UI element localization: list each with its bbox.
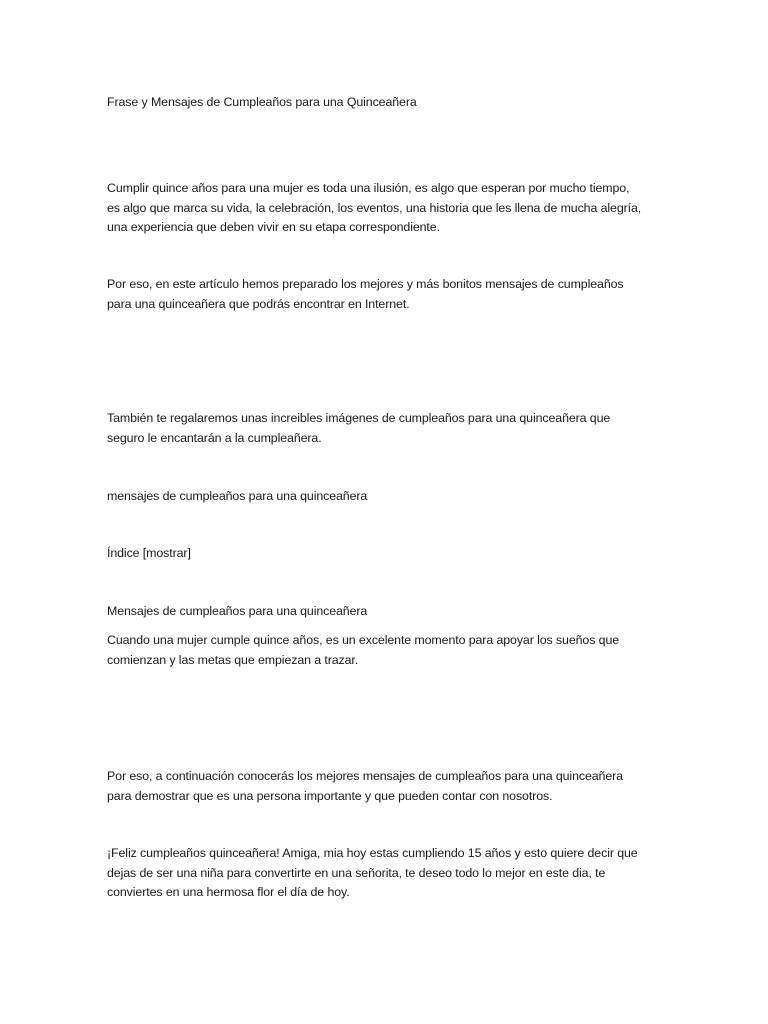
paragraph-line: dejas de ser una niña para convertirte en una señorita, te deseo todo lo mejor en este dia, te bbox=[107, 865, 606, 880]
table-of-contents[interactable] bbox=[107, 544, 667, 564]
paragraph-line: para una quinceañera que podrás encontrar en Internet. bbox=[107, 296, 410, 311]
paragraph-line: para demostrar que es una persona importante y que pueden contar con nosotros. bbox=[107, 788, 553, 803]
section-intro-paragraph bbox=[107, 631, 667, 670]
paragraph-line: Cuando una mujer cumple quince años, es un excelente momento para apoyar los sueños que bbox=[107, 633, 620, 647]
article-purpose-paragraph bbox=[107, 275, 667, 314]
continuation-paragraph bbox=[107, 767, 667, 806]
paragraph-line: Cumplir quince años para una mujer es toda una ilusión, es algo que esperan por mucho tiempo, bbox=[107, 181, 630, 195]
index-toggle-link[interactable]: Índice [mostrar] bbox=[107, 546, 191, 560]
paragraph-line: es algo que marca su vida, la celebración, los eventos, una historia que les llena de mucha alegría, bbox=[107, 200, 642, 215]
caption-text: mensajes de cumpleaños para una quinceañera bbox=[107, 489, 368, 503]
paragraph-line: seguro le encantarán a la cumpleañera. bbox=[107, 430, 322, 445]
paragraph-line: conviertes en una hermosa flor el día de hoy. bbox=[107, 885, 350, 899]
birthday-message-paragraph bbox=[107, 844, 667, 903]
title-text: Frase y Mensajes de Cumpleaños para una Quinceañera bbox=[107, 95, 417, 109]
image-caption bbox=[107, 487, 667, 507]
images-paragraph bbox=[107, 409, 667, 448]
paragraph-line: Por eso, en este artículo hemos preparado los mejores y más bonitos mensajes de cumpleaños bbox=[107, 277, 624, 291]
section-heading bbox=[107, 602, 667, 622]
paragraph-line: Por eso, a continuación conocerás los mejores mensajes de cumpleaños para una quinceañera bbox=[107, 769, 623, 783]
section-heading-text: Mensajes de cumpleaños para una quinceañera bbox=[107, 604, 368, 618]
paragraph-line: comienzan y las metas que empiezan a trazar. bbox=[107, 652, 359, 667]
paragraph-line: También te regalaremos unas increibles imágenes de cumpleaños para una quinceañera que bbox=[107, 411, 611, 425]
document-title bbox=[107, 93, 667, 113]
paragraph-line: ¡Feliz cumpleaños quinceañera! Amiga, mia hoy estas cumpliendo 15 años y esto quiere decir que bbox=[107, 846, 638, 860]
paragraph-line: una experiencia que deben vivir en su etapa correspondiente. bbox=[107, 220, 440, 234]
intro-paragraph bbox=[107, 179, 667, 238]
